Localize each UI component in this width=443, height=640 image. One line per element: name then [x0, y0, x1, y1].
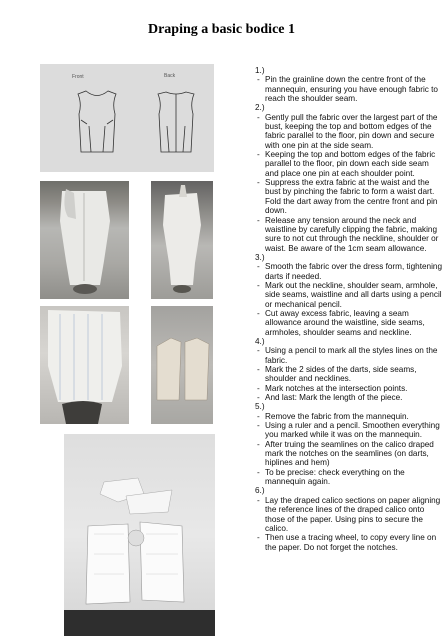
step-4: [255, 337, 443, 402]
marked-bodice-photo: [40, 306, 129, 424]
step-number: 1.): [255, 66, 265, 75]
list-item: - Using a pencil to mark all the styles lines on the fabric.: [257, 346, 438, 365]
step-number: 2.): [255, 103, 265, 113]
list-item: - Release any tension around the neck and waistline by carefully clipping the fabric, making sure to not cut through the neckline, shoulder or waist. Be aware of the 1cm seam allowance.: [257, 215, 439, 253]
step-2: [255, 103, 443, 253]
step-5: [255, 402, 443, 486]
list-item: - Mark the 2 sides of the darts, side seams, shoulder and necklines.: [257, 365, 417, 384]
back-label: Back: [164, 73, 176, 79]
bodice-sketch: [40, 64, 214, 172]
step-number: 6.): [255, 486, 265, 496]
list-item: - Gently pull the fabric over the largest part of the bust, keeping the top and bottom edges of the fabric parallel to the floor, pin down and secure with one pin at the side seam.: [257, 112, 438, 150]
step-number: 3.): [255, 252, 265, 262]
list-item: - Cut away excess fabric, leaving a seam allowance around the waistline, side seams, armholes, shoulder seams and neckline.: [257, 308, 425, 337]
draping-front-photo: [40, 181, 129, 299]
list-item: - Mark notches at the intersection points.: [257, 383, 408, 393]
step-6: [255, 486, 443, 551]
step-number: 4.): [255, 336, 265, 346]
step-3: [255, 253, 443, 337]
list-item: - Lay the draped calico sections on paper aligning the reference lines of the draped calico onto those of the paper. Using pins to secure the calico.: [257, 495, 441, 533]
list-item: - Smooth the fabric over the dress form, tightening darts if needed.: [257, 262, 443, 281]
list-item: - Remove the fabric from the mannequin.: [257, 411, 409, 421]
step-number: 5.): [255, 402, 265, 412]
list-item: - Using a ruler and a pencil. Smoothen everything you marked while it was on the mannequin.: [257, 421, 440, 440]
page-title: Draping a basic bodice 1: [147, 22, 295, 37]
list-item: - Then use a tracing wheel, to copy every line on the paper. Do not forget the notches.: [257, 533, 437, 552]
step-1: [255, 66, 443, 103]
list-item: - Pin the grainline down the centre front of the mannequin, ensuring you have enough fabric to reach the shoulder seam.: [257, 75, 438, 104]
list-item: - And last: Mark the length of the piece.: [257, 393, 403, 403]
draping-side-photo: [151, 181, 213, 299]
list-item: - Suppress the extra fabric at the waist and the bust by pinching the fabric to form a waist dart. Fold the dart away from the centre front and pin down.: [257, 178, 438, 216]
pattern-pieces-photo: [64, 434, 215, 636]
bodice-flat-drawing: [40, 64, 214, 172]
list-item: - After truing the seamlines on the calico draped mark the notches on the seamlines (on darts, hiplines and hem): [257, 439, 434, 468]
calico-pieces-photo: [151, 306, 213, 424]
list-item: - To be precise: check everything on the mannequin again.: [257, 467, 405, 487]
front-label: Front: [72, 74, 84, 80]
list-item: - Mark out the neckline, shoulder seam, armhole, side seams, waistline and all darts using a pencil or mechanical pencil.: [257, 280, 442, 309]
list-item: - Keeping the top and bottom edges of the fabric parallel to the floor, pin down each side seam and place one pin at each shoulder point.: [257, 150, 436, 178]
instructions-text: [255, 66, 443, 552]
